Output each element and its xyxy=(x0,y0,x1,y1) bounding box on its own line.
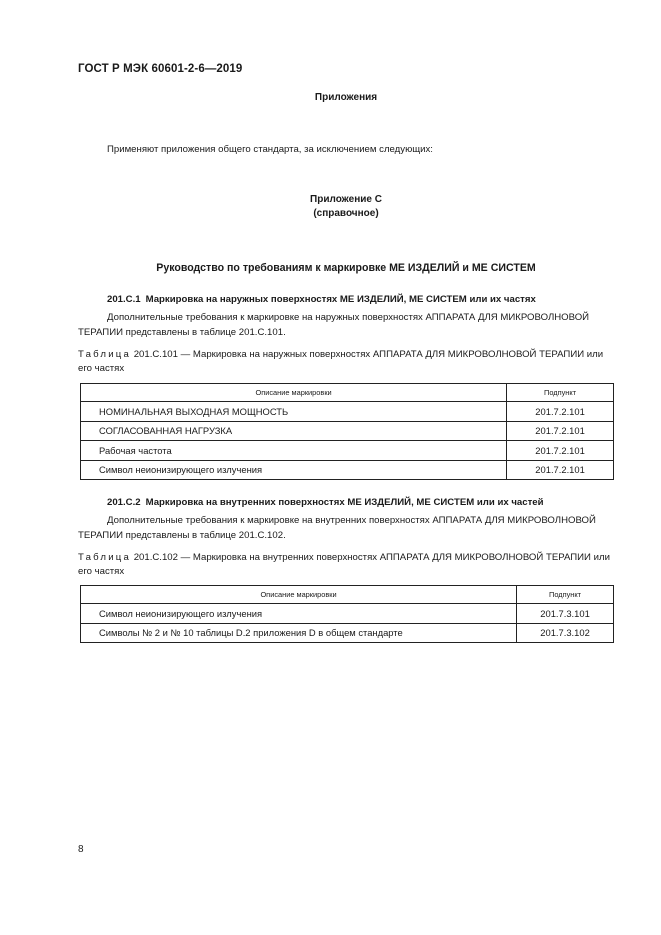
table-cell-ref: 201.7.2.101 xyxy=(507,402,614,422)
table-2 xyxy=(80,585,614,643)
table-1 xyxy=(80,383,614,480)
clause-1-heading xyxy=(107,294,536,305)
table-cell-desc: Символы № 2 и № 10 таблицы D.2 приложения D в общем стандарте xyxy=(81,623,517,643)
table-cell-desc: НОМИНАЛЬНАЯ ВЫХОДНАЯ МОЩНОСТЬ xyxy=(81,402,507,422)
table-row xyxy=(81,604,614,624)
table-cell-ref: 201.7.2.101 xyxy=(507,460,614,480)
table-cell-desc: Рабочая частота xyxy=(81,441,507,461)
table-1-caption-label: Таблица xyxy=(78,349,132,360)
table-cell-desc: СОГЛАСОВАННАЯ НАГРУЗКА xyxy=(81,421,507,441)
table-2-header-row xyxy=(81,586,614,604)
table-2-caption-label: Таблица xyxy=(78,552,132,563)
table-2-header-ref: Подпункт xyxy=(517,586,614,604)
clause-2-title: Маркировка на внутренних поверхностях МЕ ИЗДЕЛИЙ, МЕ СИСТЕМ или их частей xyxy=(145,497,544,508)
clause-2-text: Дополнительные требования к маркировке на внутренних поверхностях АППАРАТА ДЛЯ МИКРОВОЛНОВОЙ ТЕРАПИИ представлены в таблице 201.С.102. xyxy=(78,515,596,541)
table-row xyxy=(81,460,614,480)
table-1-header-row xyxy=(81,384,614,402)
table-row xyxy=(81,441,614,461)
annex-status: (справочное) xyxy=(313,208,379,219)
table-2-caption xyxy=(78,551,618,579)
table-cell-ref: 201.7.3.101 xyxy=(517,604,614,624)
table-cell-desc: Символ неионизирующего излучения xyxy=(81,460,507,480)
clause-2-number: 201.С.2 xyxy=(107,497,141,508)
table-cell-ref: 201.7.2.101 xyxy=(507,421,614,441)
table-1-caption xyxy=(78,348,618,376)
annex-title: Приложение С xyxy=(310,194,382,205)
document-code: ГОСТ Р МЭК 60601-2-6—2019 xyxy=(78,63,243,75)
table-2-caption-text: 201.С.102 — Маркировка на внутренних поверхностях АППАРАТА ДЛЯ МИКРОВОЛНОВОЙ ТЕРАПИИ или его частях xyxy=(78,552,610,577)
appendices-title: Приложения xyxy=(314,92,378,103)
clause-1-text: Дополнительные требования к маркировке на наружных поверхностях АППАРАТА ДЛЯ МИКРОВОЛНОВОЙ ТЕРАПИИ представлены в таблице 201.С.101. xyxy=(78,312,590,338)
table-row xyxy=(81,402,614,422)
page-number: 8 xyxy=(78,844,84,855)
table-1-header-desc: Описание маркировки xyxy=(81,384,507,402)
clause-1-number: 201.С.1 xyxy=(107,294,141,305)
clause-2-heading xyxy=(107,497,544,508)
table-2-header-desc: Описание маркировки xyxy=(81,586,517,604)
table-cell-desc: Символ неионизирующего излучения xyxy=(81,604,517,624)
table-cell-ref: 201.7.2.101 xyxy=(507,441,614,461)
table-1-caption-text: 201.С.101 — Маркировка на наружных поверхностях АППАРАТА ДЛЯ МИКРОВОЛНОВОЙ ТЕРАПИИ или его частях xyxy=(78,349,604,374)
clause-1-title: Маркировка на наружных поверхностях МЕ ИЗДЕЛИЙ, МЕ СИСТЕМ или их частях xyxy=(145,294,536,305)
table-cell-ref: 201.7.3.102 xyxy=(517,623,614,643)
annex-heading: Руководство по требованиям к маркировке МЕ ИЗДЕЛИЙ и МЕ СИСТЕМ xyxy=(156,262,536,274)
appendices-intro: Применяют приложения общего стандарта, за исключением следующих: xyxy=(107,144,433,155)
table-row xyxy=(81,623,614,643)
table-row xyxy=(81,421,614,441)
table-1-header-ref: Подпункт xyxy=(507,384,614,402)
